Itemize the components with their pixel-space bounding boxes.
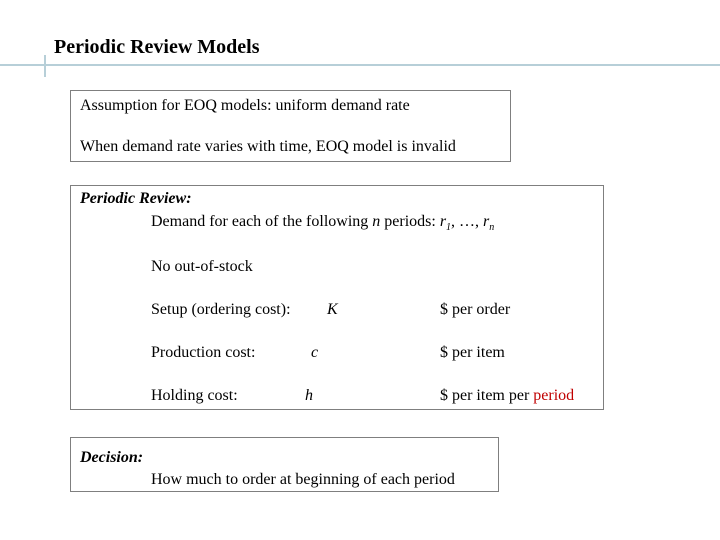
period-highlight: period (533, 387, 575, 404)
holding-cost-label: Holding cost: (151, 387, 238, 404)
subscript-1: 1 (446, 222, 452, 234)
title-underline (0, 64, 720, 66)
demand-prefix: Demand for each of the following (151, 213, 373, 230)
assumption-line: Assumption for EOQ models: uniform demand rate (80, 97, 410, 114)
invalid-line: When demand rate varies with time, EOQ model is invalid (80, 138, 456, 155)
periodic-review-heading: Periodic Review: (80, 190, 192, 207)
setup-cost-symbol: K (327, 301, 338, 318)
no-out-of-stock: No out-of-stock (151, 258, 253, 275)
rn-symbol: r (483, 213, 490, 230)
setup-cost-unit: $ per order (440, 301, 511, 318)
decision-box (70, 437, 499, 492)
production-cost-unit: $ per item (440, 344, 505, 361)
production-cost-label: Production cost: (151, 344, 256, 361)
periodic-review-box (70, 185, 604, 410)
subscript-n: n (489, 222, 495, 234)
holding-unit-prefix: $ per item per (440, 387, 534, 404)
setup-cost-label: Setup (ordering cost): (151, 301, 291, 318)
decision-text: How much to order at beginning of each period (151, 471, 455, 488)
n-symbol: n (372, 213, 381, 230)
slide-title: Periodic Review Models (54, 36, 260, 58)
demand-middle: periods: (380, 213, 440, 230)
demand-line (151, 213, 494, 233)
title-accent-bar (44, 55, 46, 77)
production-cost-symbol: c (311, 344, 319, 361)
r-symbol: r (439, 213, 447, 230)
holding-cost-unit (440, 387, 574, 405)
decision-heading: Decision: (80, 449, 144, 466)
eoq-assumption-box (70, 90, 511, 162)
holding-cost-symbol: h (305, 387, 313, 404)
ellipsis: , …, (451, 213, 484, 230)
